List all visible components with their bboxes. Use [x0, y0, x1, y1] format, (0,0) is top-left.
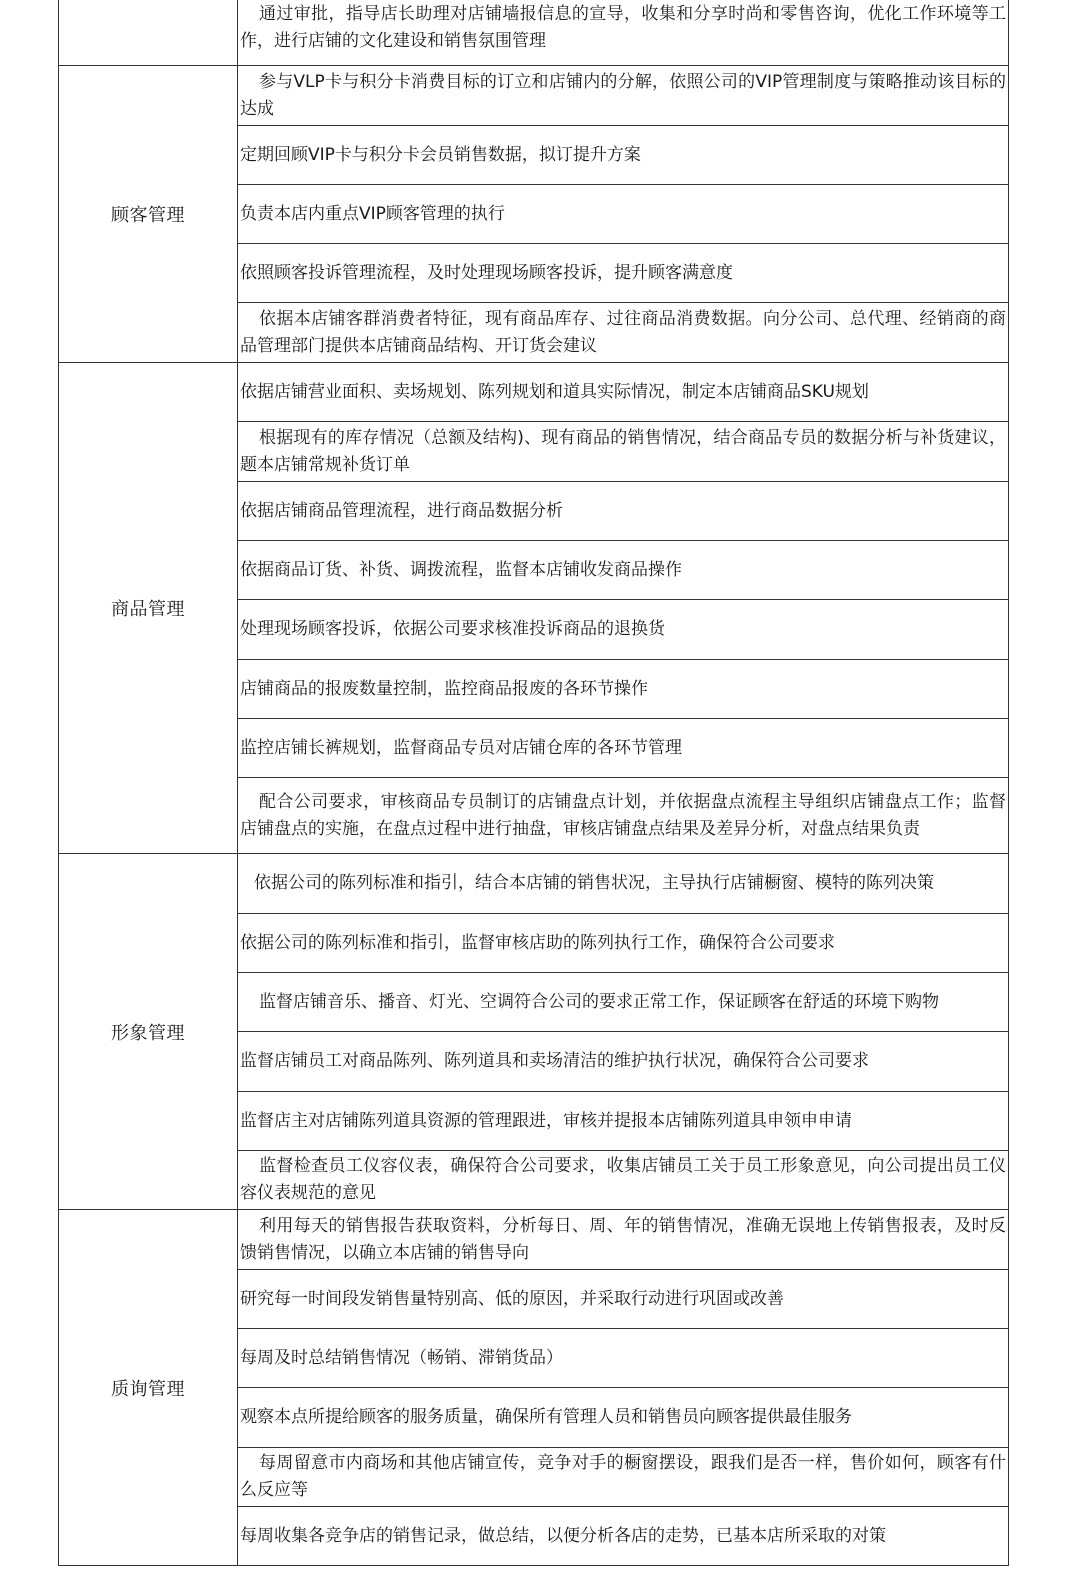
- table-row: [59, 1210, 1009, 1270]
- task-cell: 店铺商品的报废数量控制，监控商品报废的各环节操作: [238, 660, 1009, 719]
- task-cell: 定期回顾VIP卡与积分卡会员销售数据，拟订提升方案: [238, 126, 1009, 185]
- table-row: [59, 66, 1009, 126]
- category-cell-inquiry: 质询管理: [59, 1210, 238, 1566]
- task-cell: 研究每一时间段发销售量特别高、低的原因，并采取行动进行巩固或改善: [238, 1270, 1009, 1329]
- task-cell: 处理现场顾客投诉，依据公司要求核准投诉商品的退换货: [238, 600, 1009, 660]
- table-row: [59, 363, 1009, 422]
- category-cell-continued: [59, 0, 238, 66]
- task-cell: 观察本点所提给顾客的服务质量，确保所有管理人员和销售员向顾客提供最佳服务: [238, 1388, 1009, 1448]
- duty-table: [58, 0, 1009, 1566]
- task-cell: 监控店铺长裤规划，监督商品专员对店铺仓库的各环节管理: [238, 719, 1009, 778]
- table-row: [59, 854, 1009, 914]
- task-cell: 监督店铺员工对商品陈列、陈列道具和卖场清洁的维护执行状况，确保符合公司要求: [238, 1032, 1009, 1092]
- task-cell: 依据本店铺客群消费者特征，现有商品库存、过往商品消费数据。向分公司、总代理、经销商的商品管理部门提供本店铺商品结构、开订货会建议: [238, 303, 1009, 363]
- task-cell: 依据店铺营业面积、卖场规划、陈列规划和道具实际情况，制定本店铺商品SKU规划: [238, 363, 1009, 422]
- task-cell: 依据公司的陈列标准和指引，结合本店铺的销售状况，主导执行店铺橱窗、模特的陈列决策: [238, 854, 1009, 914]
- task-cell: 参与VLP卡与积分卡消费目标的订立和店铺内的分解，依照公司的VIP管理制度与策略推动该目标的达成: [238, 66, 1009, 126]
- category-cell-merchandise: 商品管理: [59, 363, 238, 854]
- task-cell: 依照顾客投诉管理流程，及时处理现场顾客投诉，提升顾客满意度: [238, 244, 1009, 303]
- task-cell: 依据商品订货、补货、调拨流程，监督本店铺收发商品操作: [238, 541, 1009, 600]
- task-cell: 依据公司的陈列标准和指引，监督审核店助的陈列执行工作，确保符合公司要求: [238, 914, 1009, 973]
- task-cell: 监督店铺音乐、播音、灯光、空调符合公司的要求正常工作，保证顾客在舒适的环境下购物: [238, 973, 1009, 1032]
- task-cell: 利用每天的销售报告获取资料，分析每日、周、年的销售情况，准确无误地上传销售报表，及时反馈销售情况，以确立本店铺的销售导向: [238, 1210, 1009, 1270]
- task-cell: 监督店主对店铺陈列道具资源的管理跟进，审核并提报本店铺陈列道具申领申申请: [238, 1092, 1009, 1151]
- category-cell-customer: 顾客管理: [59, 66, 238, 363]
- task-cell: 依据店铺商品管理流程，进行商品数据分析: [238, 482, 1009, 541]
- table-row: [59, 0, 1009, 66]
- task-cell: 每周及时总结销售情况（畅销、滞销货品）: [238, 1329, 1009, 1388]
- task-cell: 配合公司要求，审核商品专员制订的店铺盘点计划，并依据盘点流程主导组织店铺盘点工作；监督店铺盘点的实施，在盘点过程中进行抽盘，审核店铺盘点结果及差异分析，对盘点结果负责: [238, 778, 1009, 854]
- task-cell: 监督检查员工仪容仪表，确保符合公司要求，收集店铺员工关于员工形象意见，向公司提出员工仪容仪表规范的意见: [238, 1151, 1009, 1210]
- category-cell-image: 形象管理: [59, 854, 238, 1210]
- task-cell: 负责本店内重点VIP顾客管理的执行: [238, 185, 1009, 244]
- task-cell: 根据现有的库存情况（总额及结构)、现有商品的销售情况，结合商品专员的数据分析与补货建议，题本店铺常规补货订单: [238, 422, 1009, 482]
- task-cell: 通过审批，指导店长助理对店铺墙报信息的宣导，收集和分享时尚和零售咨询，优化工作环境等工作，进行店铺的文化建设和销售氛围管理: [238, 0, 1009, 66]
- task-cell: 每周留意市内商场和其他店铺宣传，竞争对手的橱窗摆设，跟我们是否一样，售价如何，顾客有什么反应等: [238, 1448, 1009, 1507]
- task-cell: 每周收集各竞争店的销售记录，做总结，以便分析各店的走势，已基本店所采取的对策: [238, 1507, 1009, 1566]
